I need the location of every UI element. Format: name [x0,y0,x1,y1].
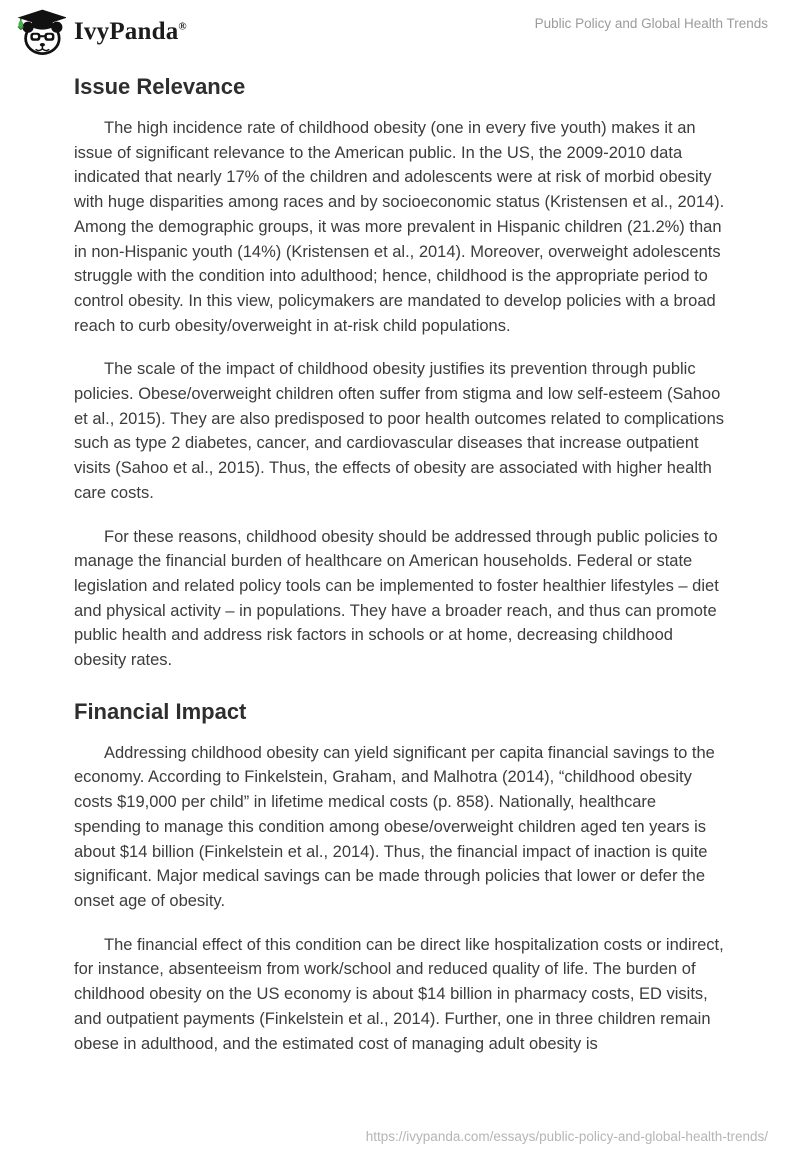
paragraph-issue-relevance-3: For these reasons, childhood obesity should be addressed through public policies to manage the financial burden of healthcare on American households. Federal or state legislation and related policy tools can be implemented to foster healthier lifestyles – diet and physical activity – in populations. They have a broader reach, and thus can promote public health and address risk factors in schools or at home, decreasing childhood obesity rates. [74,527,719,670]
section-heading-issue-relevance: Issue Relevance [74,74,246,99]
brand-name-text: IvyPanda [74,18,179,45]
document-title: Public Policy and Global Health Trends [534,16,768,31]
brand-name [74,18,187,46]
paragraph-issue-relevance-1: The high incidence rate of childhood obesity (one in every five youth) makes it an issue of significant relevance to the American public. In the US, the 2009-2010 data indicated that nearly 17% of the children and adolescents were at risk of morbid obesity with huge disparities among races and by socioeconomic status (Kristensen et al., 2014). Among the demographic groups, it was more prevalent in Hispanic children (21.2%) than in non-Hispanic youth (14%) (Kristensen et al., 2014). Moreover, overweight adolescents struggle with the condition into adulthood; hence, childhood is the appropriate period to control obesity. In this view, policymakers are mandated to develop policies with a broad reach to curb obesity/overweight in at-risk child populations. [74,119,725,335]
source-url-link[interactable]: https://ivypanda.com/essays/public-policy-and-global-health-trends/ [365,1129,768,1144]
ivypanda-brand-link[interactable] [14,8,187,56]
paragraph-issue-relevance-2: The scale of the impact of childhood obesity justifies its prevention through public policies. Obese/overweight children often suffer from stigma and low self-esteem (Sahoo et al., 2015). They are also predisposed to poor health outcomes related to complications such as type 2 diabetes, cancer, and cardiovascular diseases that increase outpatient visits (Sahoo et al., 2015). Thus, the effects of obesity are associated with higher health care costs. [74,360,724,502]
section-heading-financial-impact: Financial Impact [74,698,247,724]
essay-content [0,74,800,1056]
paragraph-financial-impact-1: Addressing childhood obesity can yield significant per capita financial savings to the economy. According to Finkelstein, Graham, and Malhotra (2014), “childhood obesity costs $19,000 per child” in lifetime medical costs (p. 858). Nationally, healthcare spending to manage this condition among obese/overweight children aged ten years is about $14 billion (Finkelstein et al., 2014). Thus, the financial impact of inaction is quite significant. Major medical savings can be made through policies that lower or defer the onset age of obesity. [74,743,715,910]
page-header [0,0,800,62]
ivypanda-panda-logo-icon [14,8,66,56]
paragraph-financial-impact-2: The financial effect of this condition can be direct like hospitalization costs or indirect, for instance, absenteeism from work/school and reduced quality of life. The burden of childhood obesity on the US economy is about $14 billion in pharmacy costs, ED visits, and outpatient payments (Finkelstein et al., 2014). Further, one in three children remain obese in adulthood, and the estimated cost of managing adult obesity is [74,935,724,1053]
page-footer [366,1129,768,1144]
registered-trademark: ® [178,20,187,33]
